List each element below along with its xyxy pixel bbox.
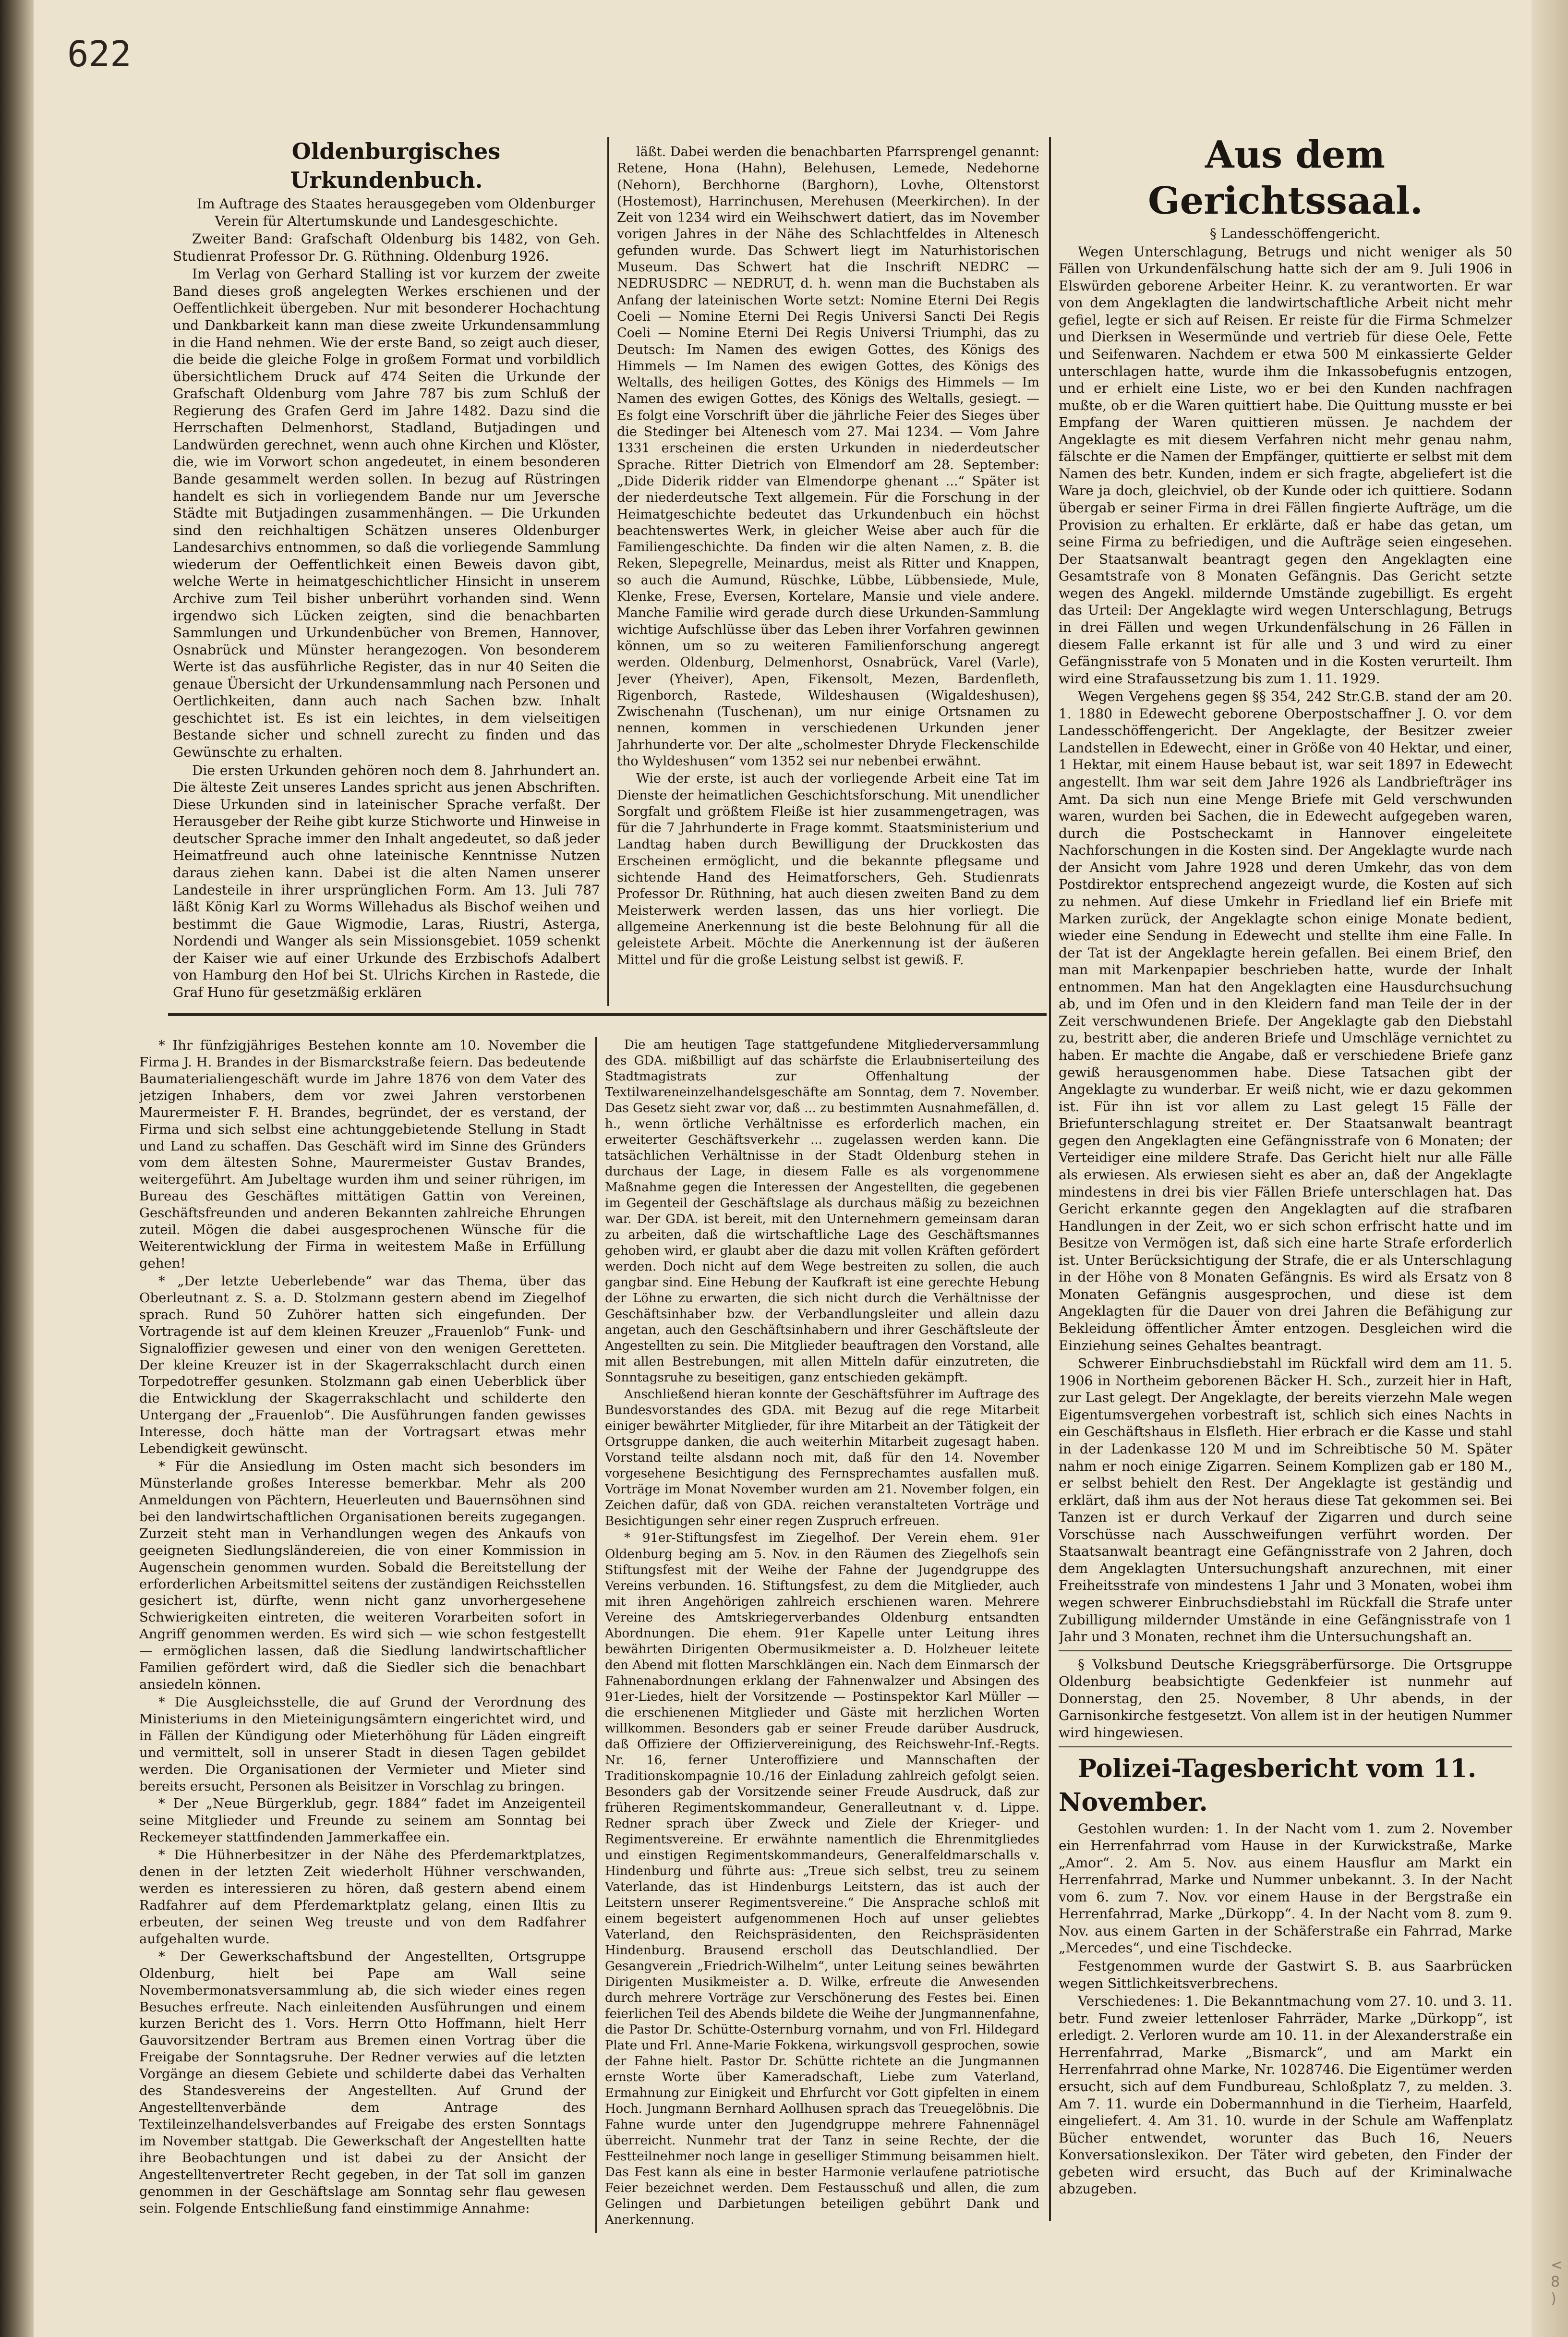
paragraph: Festgenommen wurde der Gastwirt S. B. aus Saarbrücken wegen Sittlichkeitsverbrechens. bbox=[1059, 1958, 1512, 1991]
news-items bbox=[605, 1037, 1039, 2228]
article-subtitle: § Landesschöffengericht. bbox=[1209, 226, 1381, 242]
article-subtitle: Im Auftrage des Staates herausgegeben vom Oldenburger Verein für Altertumskunde und Landesgeschichte. bbox=[197, 196, 595, 229]
police-report-title: Polizei-Tagesbericht vom 11. November. bbox=[1059, 1754, 1477, 1817]
page-number: 622 bbox=[67, 34, 132, 75]
article-body bbox=[617, 144, 1039, 969]
article-urkundenbuch-continued bbox=[617, 144, 1039, 1006]
paragraph: * 91er-Stiftungsfest im Ziegelhof. Der Verein ehem. 91er Oldenburg beging am 5. Nov. in den Räumen des Ziegelhofs sein Stiftungsfest mit der Weihe der Fahne der Jugendgruppe des Vereins verbunden. 16. Stiftungsfest, zu dem die Mitglieder, auch mit ihren Angehörigen zahlreich erschienen waren. Mehrere Vereine des Amtskriegerverbandes Oldenburg entsandten Abordnungen. Die ehem. 91er Kapelle unter Leitung ihres bewährten Dirigenten Obermusikmeister a. D. Holzheuer leitete den Abend mit flotten Marschklängen ein. Nach dem Einmarsch der Fahnenabordnungen erklang der Fahnenwalzer und Absingen des 91er-Liedes, hielt der Vorsitzende — Postinspektor Karl Müller — die erschienenen Mitglieder und Gäste mit herzlichen Worten willkommen. Besonders gab er seiner Freude darüber Ausdruck, daß Offiziere der Offiziervereinigung, des Reichswehr-Inf.-Regts. Nr. 16, ferner Unteroffiziere und Mannschaften der Traditionskompagnie 10./16 der Einladung zahlreich gefolgt seien. Besonders gab der Vorsitzende seiner Freude Ausdruck, daß zur früheren Regimentskommandeur, Generalleutnant v. d. Lippe. Redner sprach über Zweck und Ziele der Krieger- und Regimentsvereine. Er erwähnte namentlich die Ehrenmitgliedes und einstigen Regimentskommandeurs, Generalfeldmarschalls v. Hindenburg und führte aus: „Treue sich selbst, treu zu seinem Vaterlande, das ist Hindenburgs Leitstern, das ist auch der Leitstern unserer Regimentsvereine.“ Die Ansprache schloß mit einem begeistert aufgenommenen Hoch auf unser geliebtes Vaterland, den Reichspräsidenten, den Reichspräsidenten Hindenburg. Brausend erscholl das Deutschlandlied. Der Gesangverein „Friedrich-Wilhelm“, unter Leitung seines bewährten Dirigenten Musikmeister a. D. Wilke, erfreute die Anwesenden durch mehrere Vorträge zur Verschönerung des Festes bei. Einen feierlichen Teil des Abends bildete die Weihe der Jungmannenfahne, die Pastor Dr. Schütte-Osternburg vornahm, und von Frl. Hildegard Plate und Frl. Anne-Marie Fokkena, wirkungsvoll gesprochen, sowie der Fahne hielt. Pastor Dr. Schütte richtete an die Jungmannen ernste Worte über Kameradschaft, Liebe zum Vaterland, Ermahnung zur Einigkeit und Ehrfurcht vor Gott gipfelten in einem Hoch. Jungmann Bernhard Aollhusen sprach das Treuegelöbnis. Die Fahne wurde unter den Jugendgruppe mehrere Fahnennägel überreicht. Nunmehr trat der Tanz in seine Rechte, der die Festteilnehmer noch lange in geselliger Stimmung beisammen hielt. Das Fest kann als eine in bester Harmonie verlaufene patriotische Feier bezeichnet werden. Dem Festausschuß und allen, die zum Gelingen und Darbietungen beteiligen gebührt Dank und Anerkennung. bbox=[605, 1531, 1039, 2228]
scan-binding-strip bbox=[1532, 0, 1568, 2337]
archive-stamp: < 8 ) bbox=[1551, 2257, 1563, 2307]
gerichtssaal-column bbox=[1059, 132, 1512, 2230]
local-news-column-left bbox=[139, 1037, 586, 2233]
article-title: Aus dem Gerichtssaal. bbox=[1148, 133, 1423, 223]
paragraph: Die am heutigen Tage stattgefundene Mitgliederversammlung des GDA. mißbilligt auf das schärfste die Erlaubniserteilung des Stadtmagistrats zur Offenhaltung der Textilwareneinzelhandelsgeschäfte am Sonntag, dem 7. November. Das Gesetz sieht zwar vor, daß ... zu bestimmten Ausnahmefällen, d. h., wenn örtliche Verhältnisse es erforderlich machen, ein erweiterter Geschäftsverkehr ... zugelassen werden kann. Die tatsächlichen Verhältnisse in der Stadt Oldenburg stehen in durchaus der Lage, in diesem Falle es als vorgenommene Maßnahme gegen die Interessen der Angestellten, die gegebenen im Gegenteil der Geschäftslage als durchaus mäßig zu bezeichnen war. Der GDA. ist bereit, mit den Unternehmern gemeinsam daran zu arbeiten, daß die wirtschaftliche Lage des Geschäftsmannes gehoben wird, er glaubt aber die dazu mit vollen Kräften gefördert werden. Doch nicht auf dem Wege bestreiten zu sollen, die auch gangbar sind. Eine Hebung der Kaufkraft ist eine gerechte Hebung der Löhne zu erwarten, die sich nicht durch die Verhältnisse der Geschäftsinhaber bzw. der Verbandlungsleiter und allein dazu angetan, auch den Geschäftsinhabern und ihrer Geschäftsleute der Angestellten zu sein. Die Mitglieder beauftragen den Vorstand, alle mit allen Bestrebungen, mit allen Mitteln dafür einzutreten, die Sonntagsruhe zu beseitigen, ganz entschieden gekämpft. bbox=[605, 1038, 1039, 1385]
paragraph: Schwerer Einbruchsdiebstahl im Rückfall wird dem am 11. 5. 1906 in Northeim geborenen Bäcker H. Sch., zurzeit hier in Haft, zur Last gelegt. Der Angeklagte, der bereits vierzehn Male wegen Eigentumsvergehen vorbestraft ist, schlich sich eines Nachts in ein Geschäftshaus in Elsfleth. Hier erbrach er die Kasse und stahl in der Ladenkasse 120 M und im Schreibtische 50 M. Später nahm er noch einige Zigarren. Seinem Komplizen gab er 180 M., er selbst behielt den Rest. Der Angeklagte ist geständig und erklärt, daß ihm aus der Not heraus diese Tat gekommen sei. Bei Tanzen ist er durch Verkauf der Zigarren und durch seine Vorschüsse nach Ausschweifungen verführt worden. Der Staatsanwalt beantragt eine Gefängnisstrafe von 2 Jahren, doch dem Angeklagten Untersuchungshaft anzurechnen, mit einer Freiheitsstrafe von mindestens 1 Jahr und 3 Monaten, wobei ihm wegen schwerer Einbruchsdiebstahl im Rückfall die Strafe unter Zubilligung mildernder Umstände in eine Gefängnisstrafe von 1 Jahr und 3 Monaten, rechnet ihm die Untersuchungshaft an. bbox=[1059, 1356, 1512, 1645]
paragraph: Wegen Vergehens gegen §§ 354, 242 Str.G.B. stand der am 20. 1. 1880 in Edewecht geborene Oberpostschaffner J. O. vor dem Landesschöffengericht. Der Angeklagte, der Besitzer zweier Landstellen in Edewecht, einer in Größe von 40 Hektar, und einer, 1 Hektar, mit einem Hause bebaut ist, war seit 1897 in Edewecht angestellt. Ihm war seit dem Jahre 1926 als Landbriefträger ins Amt. Da sich nun eine Menge Briefe mit Geld verschwunden waren, wurden bei Sachen, die in Edewecht aufgegeben waren, durch die Postscheckamt in Hannover eingeleitete Nachforschungen in die Kosten sind. Der Angeklagte wurde nach der Ansicht vom Jahre 1928 und deren Umkehr, das von dem Postdirektor entsprechend angezeigt wurde, die Kosten auf sich zu nehmen. Auf diese Umkehr in Friedland lief ein Briefe mit Marken zurück, der Angeklagte schon einige Monate bedient, wieder eine Sendung in Edewecht und stellte ihm eine Falle. In der Tat ist der Angeklagte herein gefallen. Bei einem Brief, den man mit Markenpapier beschrieben hatte, wurde der Inhalt entnommen. Man hat den Angeklagten eine Hausdurchsuchung ab, und im Ofen und in den Kleidern fand man Teile der in der Zeit verschwundenen Briefe. Der Angeklagte gab den Diebstahl zu, bestritt aber, die anderen Briefe und Umschläge vernichtet zu haben. Er machte die Angabe, daß er verschiedene Briefe ganz gewiß herausgenommen habe. Diese Tatsachen gibt der Angeklagte zu wunderbar. Er weiß nicht, wie er dazu gekommen ist. Für ihn ist vor allem zu Last gelegt 15 Fälle der Briefunterschlagung streitet er. Der Staatsanwalt beantragt gegen den Angeklagten eine Gefängnisstrafe von 6 Monaten; der Verteidiger eine mildere Strafe. Das Gericht hielt nur alle Fälle als erwiesen. Als erwiesen sieht es aber an, daß der Angeklagte mindestens in drei bis vier Fällen Briefe unterschlagen hat. Das Gericht erkannte gegen den Angeklagten auf die strafbaren Handlungen in der Zeit, wo er sich schon erfrischt hatte und im Besitze von Vermögen ist, daß sich eine harte Strafe erforderlich ist. Unter Berücksichtigung der Strafe, die er als Unterschlagung in der Höhe von 8 Monaten Gefängnis. Es wird als Ersatz von 8 Monaten Gefängnis ausgesprochen, und diese ist dem Angeklagten für die Dauer von drei Jahren die Befähigung zur Bekleidung öffentlicher Ämter entzogen. Desgleichen wird die Einziehung seines Gehaltes beantragt. bbox=[1059, 689, 1512, 1354]
column-divider bbox=[607, 137, 609, 1006]
paragraph: * Der „Neue Bürgerklub, gegr. 1884“ fadet im Anzeigenteil seine Mitglieder und Freunde zu seinem am Sonntag bei Reckemeyer stattfindenden Jammerkaffee ein. bbox=[139, 1796, 586, 1845]
paragraph: * Die Hühnerbesitzer in der Nähe des Pferdemarktplatzes, denen in der letzten Zeit wiederholt Hühner verschwanden, werden es interessieren zu hören, daß gestern abend einem Radfahrer auf dem Pferdemarktplatz gelang, einen Iltis zu erbeuten, der seinen Weg treuste und von dem Radfahrer aufgehalten wurde. bbox=[139, 1847, 586, 1947]
article-body bbox=[1059, 243, 1512, 1646]
column-divider bbox=[1049, 137, 1051, 2221]
article-urkundenbuch bbox=[173, 137, 600, 1006]
paragraph: Die ersten Urkunden gehören noch dem 8. Jahrhundert an. Die älteste Zeit unseres Landes spricht aus jenen Abschriften. Diese Urkunden sind in lateinischer Sprache verfaßt. Der Herausgeber der Reihe gibt kurze Stichworte und Hinweise in deutscher Sprache immer den Inhalt angedeutet, so daß jeder Heimatfreund auch ohne lateinische Kenntnisse Nutzen daraus ziehen kann. Dabei ist die alten Namen unserer Landesteile in ihrer ursprünglichen Form. Am 13. Juli 787 läßt König Karl zu Worms Willehadus als Bischof weihen und bestimmt die Gaue Wigmodie, Laras, Riustri, Asterga, Nordendi und Wanger als sein Missionsgebiet. 1059 schenkt der Kaiser wie auf einer Urkunde des Erzbischofs Adalbert von Hamburg den Hof bei St. Ulrichs Kirchen in Rastede, die Graf Huno für gesetzmäßig erklären bbox=[173, 762, 600, 1000]
paragraph: Wegen Unterschlagung, Betrugs und nicht weniger als 50 Fällen von Urkundenfälschung hatte sich der am 9. Juli 1906 in Elswürden geborene Arbeiter Heinr. K. zu verantworten. Er war von dem Angeklagten die landwirtschaftliche Arbeit nicht mehr gefiel, legte er sich auf Reisen. Er reiste für die Firma Schmelzer und Dierksen in Wesermünde und vertrieb für diese Oele, Fette und Seifenwaren. Nachdem er etwa 500 M einkassierte Gelder unterschlagen hatte, wurde ihm die Inkassobefugnis entzogen, und er erhielt eine Liste, wo er bei den Kunden nachfragen mußte, ob er die Waren quittiert habe. Die Quittung musste er bei Empfang der Waren quittieren müssen. Je nachdem der Angeklagte es mit diesem Verfahren nicht mehr genau nahm, fälschte er die Namen der Empfänger, quittierte er selbst mit dem Namen des betr. Kunden, indem er sich fragte, abgeliefert ist die Ware ja doch, gleichviel, ob der Kunde oder ich quittiere. Sodann übergab er seiner Firma in drei Fällen fingierte Aufträge, um die Provision zu erhalten. Er erklärte, daß er habe das getan, um seine Firma zu befriedigen, und die Aufträge seien eingesehen. Der Staatsanwalt beantragt gegen den Angeklagten eine Gesamtstrafe von 8 Monaten Gefängnis. Das Gericht setzte wegen des Angekl. mildernde Umstände zugebilligt. Es ergeht das Urteil: Der Angeklagte wird wegen Unterschlagung, Betrugs in drei Fällen und wegen Urkundenfälschung in 26 Fällen in diesem Falle erkannt ist für alle und 3 und wird zu einer Gefängnisstrafe von 5 Monaten und in die Kosten verurteilt. Ihm wird eine Strafaussetzung bis zum 1. 11. 1929. bbox=[1059, 243, 1512, 687]
column-divider bbox=[595, 1037, 597, 2233]
police-report-body bbox=[1059, 1820, 1512, 2198]
paragraph: * Ihr fünfzigjähriges Bestehen konnte am 10. November die Firma J. H. Brandes in der Bismarckstraße feiern. Das bedeutende Baumaterialiengeschäft wurde im Jahre 1876 von dem Vater des jetzigen Inhabers, dem vor zwei Jahren verstorbenen Maurermeister F. H. Brandes, begründet, der es verstand, der Firma und sich selbst eine achtunggebietende Stellung in Stadt und Land zu schaffen. Das Geschäft wird im Sinne des Gründers vom dem ältesten Sohne, Maurermeister Gustav Brandes, weitergeführt. Am Jubeltage wurden ihm und seiner rührigen, im Bureau des Geschäftes mittätigen Gattin von Vereinen, Geschäftsfreunden und anderen Bekannten zahlreiche Ehrungen zuteil. Mögen die dabei ausgesprochenen Wünsche für die Weiterentwicklung der Firma in weitestem Maße in Erfüllung gehen! bbox=[139, 1038, 586, 1271]
notice-divider bbox=[1059, 1650, 1512, 1651]
kriegsgraeber-notice: § Volksbund Deutsche Kriegsgräberfürsorge. Die Ortsgruppe Oldenburg beabsichtigte Gedenkfeier ist nunmehr auf Donnerstag, den 25. November, 8 Uhr abends, in der Garnisonkirche festgesetzt. Von allem ist in der heutigen Nummer wird hingewiesen. bbox=[1059, 1656, 1512, 1741]
paragraph: Anschließend hieran konnte der Geschäftsführer im Auftrage des Bundesvorstandes des GDA. mit Bezug auf die rege Mitarbeit einiger bewährter Mitglieder, für ihre Mitarbeit an der Tätigkeit der Ortsgruppe danken, die auch weiterhin Mitarbeit zugesagt haben. Vorstand teilte alsdann noch mit, daß für den 14. November vorgesehene Besichtigung des Fernsprechamtes ausfallen muß. Vorträge im Monat November wurden am 21. November folgen, ein Zeichen dafür, daß von GDA. reichen veranstalteten Vorträge und Besichtigungen sehr einer regen Zuspruch erfreuen. bbox=[605, 1387, 1039, 1529]
paragraph: * „Der letzte Ueberlebende“ war das Thema, über das Oberleutnant z. S. a. D. Stolzmann gestern abend im Ziegelhof sprach. Rund 50 Zuhörer hatten sich eingefunden. Der Vortragende ist auf dem kleinen Kreuzer „Frauenlob“ Funk- und Signaloffizier gewesen und einer von den wenigen Geretteten. Der kleine Kreuzer ist in der Skagerrakschlacht durch einen Torpedotreffer gesunken. Stolzmann gab einen Ueberblick über die Entwicklung der Skagerrakschlacht und schilderte den Untergang der „Frauenlob“. Die Ausführungen fanden gewisses Interesse, doch hätte man der Vortragsart etwas mehr Lebendigkeit gewünscht. bbox=[139, 1273, 586, 1457]
paragraph: Zweiter Band: Grafschaft Oldenburg bis 1482, von Geh. Studienrat Professor Dr. G. Rüthning. Oldenburg 1926. bbox=[173, 231, 600, 264]
article-body bbox=[173, 230, 600, 1001]
police-divider bbox=[1059, 1746, 1512, 1747]
paragraph: * Die Ausgleichsstelle, die auf Grund der Verordnung des Ministeriums in den Mieteinigungsämtern eingerichtet wird, und in Fällen der Kündigung oder Mieterhöhung für Läden eingreift und vermittelt, soll in unserer Stadt in diesen Tagen gebildet werden. Die Organisationen der Vermieter und Mieter sind bereits ersucht, Personen als Beisitzer in Vorschlag zu bringen. bbox=[139, 1694, 586, 1794]
local-news-column-middle bbox=[605, 1037, 1039, 2233]
paragraph: Gestohlen wurden: 1. In der Nacht vom 1. zum 2. November ein Herrenfahrrad vom Hause in der Kurwickstraße, Marke „Amor“. 2. Am 5. Nov. aus einem Hausflur am Markt ein Herrenfahrrad, Marke und Nummer unbekannt. 3. In der Nacht vom 6. zum 7. Nov. vor einem Hause in der Bergstraße ein Herrenfahrrad, Marke „Dürkopp“. 4. In der Nacht vom 8. zum 9. Nov. aus einem Garten in der Schäferstraße ein Fahrrad, Marke „Mercedes“, und eine Tischdecke. bbox=[1059, 1820, 1512, 1956]
scan-page-edge bbox=[0, 0, 34, 2337]
paragraph: * Für die Ansiedlung im Osten macht sich besonders im Münsterlande großes Interesse bemerkbar. Mehr als 200 Anmeldungen von Pächtern, Heuerleuten und Bauernsöhnen sind bei den landwirtschaftlichen Organisationen bereits zugegangen. Zurzeit steht man in Verhandlungen wegen des Ankaufs von geeigneten Siedlungsländereien, die von einer Kommission in Augenschein genommen wurden. Sobald die Bereitstellung der erforderlichen Arbeitsmittel seitens der zuständigen Reichsstellen gesichert ist, dürfte, wenn nicht ganz unvorhergesehene Schwierigkeiten eintreten, die weiteren Vorarbeiten sofort in Angriff genommen werden. Es wird sich — wie schon festgestellt — ermöglichen lassen, daß die Siedlung landwirtschaftlicher Familien gefördert wird, daß die Siedler sich die benachbart ansiedeln können. bbox=[139, 1459, 586, 1693]
paragraph: Wie der erste, ist auch der vorliegende Arbeit eine Tat im Dienste der heimatlichen Geschichtsforschung. Mit unendlicher Sorgfalt und größtem Fleiße ist hier zusammengetragen, was für die 7 Jahrhunderte in Frage kommt. Staatsministerium und Landtag haben durch Bewilligung der Druckkosten das Erscheinen ermöglicht, und die bekannte pflegsame und sichtende Hand des Heimatforschers, Geh. Studienrats Professor Dr. Rüthning, hat auch diesen zweiten Band zu dem Meisterwerk werden lassen, das uns hier vorliegt. Die allgemeine Anerkennung ist die beste Belohnung für all die geleistete Arbeit. Möchte die Anerkennung ist der äußeren Mittel und für die große Leistung selbst ist gewiß. F. bbox=[617, 771, 1039, 968]
paragraph: Verschiedenes: 1. Die Bekanntmachung vom 27. 10. und 3. 11. betr. Fund zweier lettenloser Fahrräder, Marke „Dürkopp“, ist erledigt. 2. Verloren wurde am 10. 11. in der Alexanderstraße ein Herrenfahrrad, Marke „Bismarck“, und am Markt ein Herrenfahrrad ohne Marke, Nr. 1028746. Die Eigentümer werden ersucht, sich auf dem Fundbureau, Schloßplatz 7, zu melden. 3. Am 7. 11. wurde ein Dobermannhund in die Tierheim, Haarfeld, eingeliefert. 4. Am 31. 10. wurde in der Schule am Waffenplatz Bücher entwendet, worunter das Buch 16, Neuers Konversationslexikon. Der Täter wird gebeten, den Finder der gebeten wird ersucht, das Buch auf der Kriminalwache abzugeben. bbox=[1059, 1993, 1512, 2197]
paragraph: Im Verlag von Gerhard Stalling ist vor kurzem der zweite Band dieses groß angelegten Werkes erschienen und der Oeffentlichkeit übergeben. Nur mit besonderer Hochachtung und Dankbarkeit kann man diese zweite Urkundensammlung in die Hand nehmen. Wie der erste Band, so zeigt auch dieser, die beide die gleiche Folge in großem Format und vorbildlich übersichtlichem Druck auf 474 Seiten die Urkunde der Grafschaft Oldenburg vom Jahre 787 bis zum Schluß der Regierung des Grafen Gerd im Jahre 1482. Dazu sind die Herrschaften Delmenhorst, Stadland, Butjadingen und Landwürden gerechnet, wenn auch ohne Kirchen und Klöster, die, wie im Vorwort schon angedeutet, in einem besonderen Bande gesammelt werden sollen. In bezug auf Rüstringen handelt es sich in vorliegendem Bande nur um Jeversche Städte mit Butjadingen zusammenhängen. — Die Urkunden sind den reichhaltigen Schätzen unseres Oldenburger Landesarchivs entnommen, so daß die vorliegende Sammlung wiederum der Oeffentlichkeit einen Beweis davon gibt, welche Werte in heimatgeschichtlicher Hinsicht in unserem Archive zum Teil bisher unberührt vorhanden sind. Wenn irgendwo sich Lücken zeigten, sind die benachbarten Sammlungen und Urkundenbücher von Bremen, Hannover, Osnabrück und Münster herangezogen. Von besonderem Werte ist das ausführliche Register, das in nur 40 Seiten die genaue Übersicht der Urkundensammlung nach Personen und Oertlichkeiten, dann auch nach Sachen bzw. Inhalt geschichtet ist. Es ist ein leichtes, in dem vielseitigen Bestande sicher und schnell zurecht zu finden und das Gewünschte zu erhalten. bbox=[173, 266, 600, 760]
paragraph: * Der Gewerkschaftsbund der Angestellten, Ortsgruppe Oldenburg, hielt bei Pape am Wall seine Novembermonatsversammlung ab, die sich wieder eines regen Besuches erfreute. Nach einleitenden Ausführungen und einem kurzen Bericht des 1. Vors. Herrn Otto Hoffmann, hielt Herr Gauvorsitzender Bertram aus Bremen einen Vortrag über die Freigabe der Sonntagsruhe. Der Redner verwies auf die letzten Vorgänge an diesem Gebiete und schilderte dabei das Verhalten des Standesvereins der Angestellten. Auf Grund der Angestelltenverbände dem Antrage des Textileinzelhandelsverbandes auf Freigabe des ersten Sonntags im November stattgab. Die Gewerkschaft der Angestellten hatte ihre Beobachtungen und ist dabei zu der Ansicht der Angestelltenvertreter Recht gegeben, in der Tat soll im ganzen genommen in der Geschäftslage am Sonntag sehr flau gewesen sein. Folgende Entschließung fand einstimmige Annahme: bbox=[139, 1949, 586, 2216]
news-items bbox=[139, 1037, 586, 2217]
section-divider bbox=[168, 1013, 1047, 1016]
paragraph: läßt. Dabei werden die benachbarten Pfarrsprengel genannt: Retene, Hona (Hahn), Belehusen, Lemede, Nedehorne (Nehorn), Berchhorne (Barghorn), Lovhe, Oltenstorst (Hostemost), Harrinchusen, Merehusen (Meerkirchen). In der Zeit von 1234 wird ein Weihschwert datiert, das im November vorigen Jahres in der Nähe des Schlachtfeldes in Altenesch gefunden wurde. Das Schwert liegt im Naturhistorischen Museum. Das Schwert hat die Inschrift NEDRC — NEDRUSDRC — NEDRUT, d. h. wenn man die Buchstaben als Anfang der lateinischen Worte setzt: Nomine Eterni Dei Regis Coeli — Nomine Eterni Dei Regis Universi Sancti Dei Regis Coeli — Nomine Eterni Dei Regis Universi Triumphi, das zu Deutsch: Im Namen des ewigen Gottes, des Königs des Himmels — Im Namen des ewigen Gottes, des Königs des Weltalls, des heiligen Gottes, des Königs des Himmels — Im Namen des ewigen Gottes, des Königs des Weltalls, gesiegt. — Es folgt eine Vorschrift über die jährliche Feier des Sieges über die Stedinger bei Altenesch vom 27. Mai 1234. — Vom Jahre 1331 erscheinen die ersten Urkunden in niederdeutscher Sprache. Ritter Dietrich von Elmendorf am 28. September: „Dide Diderik ridder van Elmendorpe ghenant ...“ Später ist der niederdeutsche Text allgemein. Für die Forschung in der Heimatgeschichte bedeutet das Urkundenbuch ein höchst beachtenswertes Werk, in gleicher Weise aber auch für die Familiengeschichte. Da finden wir die alten Namen, z. B. die Reken, Slepegrelle, Meinardus, meist als Ritter und Knappen, so auch die Aumund, Rüschke, Lübbe, Lübbensiede, Mule, Klenke, Frese, Eversen, Kortelare, Mansie und viele andere. Manche Familie wird gerade durch diese Urkunden-Sammlung wichtige Aufschlüsse über das Leben ihrer Vorfahren gewinnen können, um so zu weiteren Familienforschung angeregt werden. Oldenburg, Delmenhorst, Osnabrück, Varel (Varle), Jever (Yheiver), Apen, Fikensolt, Mezen, Bardenfleth, Rigenborch, Rastede, Wildeshausen (Wigaldeshusen), Zwischenahn (Tuschenan), um nur einige Ortsnamen zu nennen, kommen in verschiedenen Urkunden jener Jahrhunderte vor. Der alte „scholmester Dhryde Fleckenschilde tho Wyldeshusen“ vom 1352 sei nur nebenbei erwähnt. bbox=[617, 145, 1039, 769]
article-title: Oldenburgisches Urkundenbuch. bbox=[290, 138, 501, 193]
